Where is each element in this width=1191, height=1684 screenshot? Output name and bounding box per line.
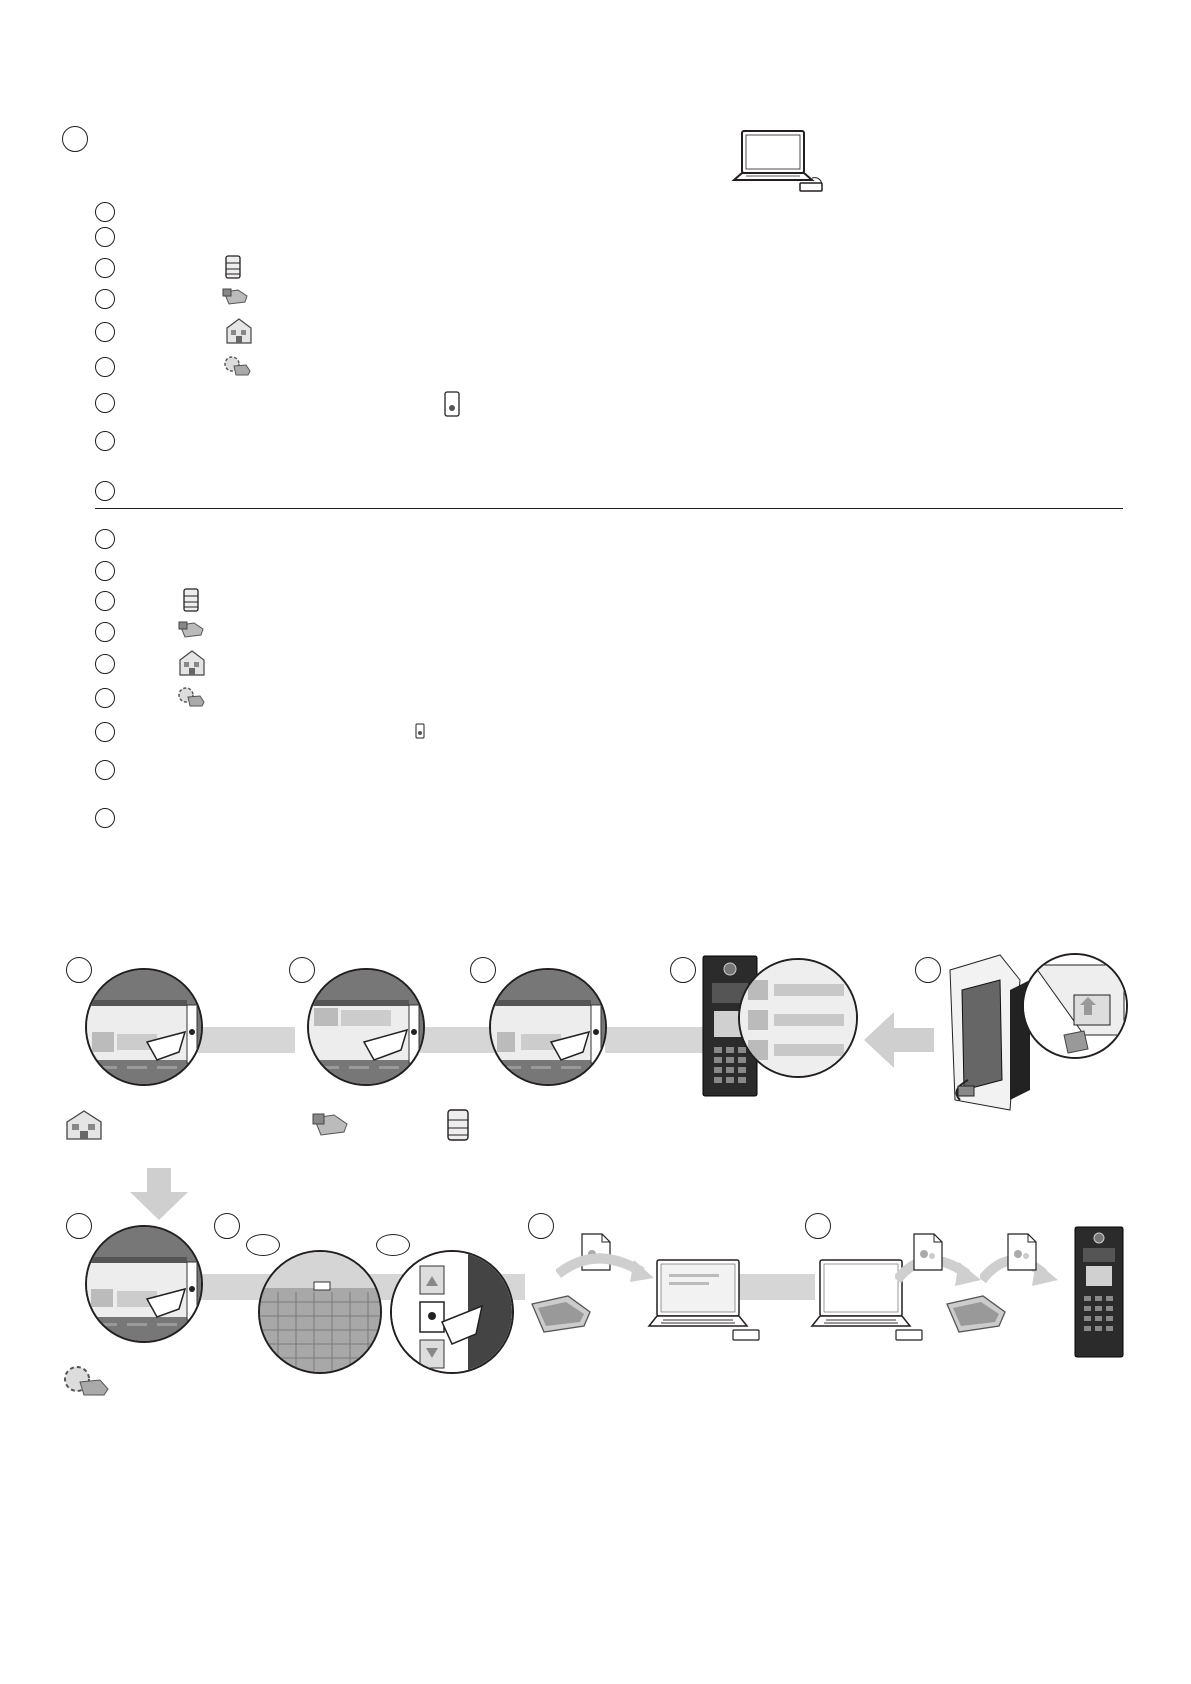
usb-drive-icon: [310, 1110, 350, 1138]
server-icon: [182, 587, 200, 613]
step-a-1-marker: [95, 202, 115, 222]
step-b-3-marker: [95, 591, 115, 611]
server-icon: [446, 1108, 470, 1142]
step-a-4-marker: [95, 289, 115, 309]
figure-9-marker: [805, 1213, 831, 1239]
building-icon: [64, 1108, 104, 1142]
screen-zoom-settings: [85, 1225, 203, 1343]
usb-drive-icon: [943, 1290, 1009, 1336]
figure-2-marker: [289, 957, 315, 983]
laptop-icon: [730, 128, 826, 196]
step-b-2-marker: [95, 561, 115, 581]
step-a-5-marker: [95, 322, 115, 342]
step-a-2-marker: [95, 227, 115, 247]
server-icon: [224, 254, 242, 280]
step-a-3-marker: [95, 258, 115, 278]
usb-settings-icon: [60, 1362, 110, 1398]
step-b-1-marker: [95, 529, 115, 549]
keyboard-grid-zoom: [258, 1250, 382, 1374]
step-b-4-marker: [95, 622, 115, 642]
screen-zoom-server: [489, 968, 607, 1086]
usb-drive-icon: [528, 1290, 594, 1336]
figure-5-marker: [915, 957, 941, 983]
connector-band: [195, 1027, 295, 1053]
figure-6-marker: [66, 1213, 92, 1239]
arrow-icon: [864, 1012, 934, 1068]
panel-menu-zoom: [738, 958, 858, 1078]
figure-8-marker: [528, 1213, 554, 1239]
step-a-6-marker: [95, 357, 115, 377]
figure-1-marker: [66, 957, 92, 983]
figure-4-marker: [670, 957, 696, 983]
step-b-6-marker: [95, 688, 115, 708]
step-b-5-marker: [95, 654, 115, 674]
step-b-9-marker: [95, 808, 115, 828]
connector-band: [420, 1027, 498, 1053]
screen-zoom-usb: [307, 968, 425, 1086]
section-step-marker: [62, 126, 88, 152]
figure-7-marker: [214, 1213, 240, 1239]
figure-7b-marker: [376, 1234, 410, 1256]
usb-drive-icon: [221, 286, 249, 306]
screen-zoom-building: [85, 968, 203, 1086]
step-a-7-marker: [95, 393, 115, 413]
usb-settings-icon: [176, 685, 206, 709]
door-panel: [1074, 1226, 1124, 1358]
arrow-icon: [556, 1244, 656, 1288]
step-a-8-marker: [95, 431, 115, 451]
step-b-8-marker: [95, 760, 115, 780]
building-icon: [177, 648, 207, 678]
figure-7a-marker: [246, 1234, 280, 1256]
usb-drive-icon: [177, 619, 205, 639]
document-icon: [1006, 1232, 1038, 1272]
figure-3-marker: [470, 957, 496, 983]
button-press-zoom: [390, 1250, 514, 1374]
step-b-7-marker: [95, 722, 115, 742]
usb-settings-icon: [222, 354, 252, 378]
arrow-icon: [130, 1168, 188, 1220]
section-divider: [95, 508, 1123, 509]
laptop-icon: [645, 1258, 765, 1344]
panel-button-icon: [444, 391, 460, 417]
building-icon: [224, 316, 254, 346]
usb-port-zoom: [1022, 953, 1128, 1059]
panel-button-icon: [415, 723, 425, 739]
step-a-9-marker: [95, 481, 115, 501]
document-icon: [912, 1232, 944, 1272]
